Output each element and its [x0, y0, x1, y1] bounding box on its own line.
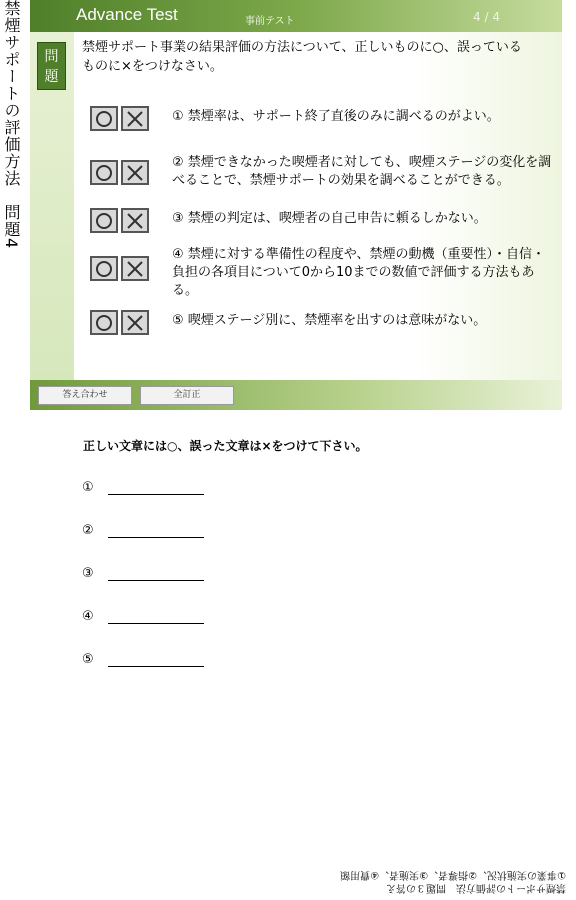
answer-number: ④ — [82, 609, 94, 624]
header-bar — [30, 0, 562, 32]
answer-line — [82, 523, 212, 543]
cross-button[interactable] — [121, 208, 149, 233]
circle-icon — [95, 260, 113, 278]
circle-icon — [95, 212, 113, 230]
page-indicator: 4 / 4 — [473, 10, 500, 24]
note-line2: ①事業の実施状況、②指導者、③実施者、④費用額 — [340, 869, 566, 880]
header-subtitle: 事前テスト — [245, 16, 295, 27]
circle-button[interactable] — [90, 310, 118, 335]
cross-button[interactable] — [121, 310, 149, 335]
circle-icon — [95, 110, 113, 128]
side-title: 禁煙サポートの評価方法 問題4 — [2, 0, 21, 250]
check-answers-button[interactable]: 答え合わせ — [38, 386, 132, 405]
item-text: ⑤ 喫煙ステージ別に、禁煙率を出すのは意味がない。 — [172, 313, 487, 328]
item-text: ① 禁煙率は、サポート終了直後のみに調べるのがよい。 — [172, 109, 500, 124]
answer-number: ③ — [82, 566, 94, 581]
header-title: Advance Test — [76, 5, 178, 24]
answer-line — [82, 566, 212, 586]
cross-icon — [126, 110, 144, 128]
item-text: ④ 禁煙に対する準備性の程度や、禁煙の動機（重要性）・自信・負担の各項目について0から10までの数値で評価する方法もある。 — [172, 247, 546, 298]
answer-line — [82, 609, 212, 629]
answer-blank — [108, 580, 204, 581]
cross-button[interactable] — [121, 106, 149, 131]
answer-line — [82, 480, 212, 500]
answer-blank — [108, 623, 204, 624]
cross-icon — [126, 260, 144, 278]
test-panel — [30, 0, 562, 410]
upside-down-answer-note — [286, 868, 566, 894]
answer-number: ② — [82, 523, 94, 538]
circle-icon — [95, 314, 113, 332]
left-sidebar — [30, 32, 74, 380]
badge-line1: 問 — [44, 49, 59, 65]
item-text: ③ 禁煙の判定は、喫煙者の自己申告に頼るしかない。 — [172, 211, 487, 226]
question-text: 禁煙サポート事業の結果評価の方法について、正しいものに○、誤っているものに×をつけなさい。 — [82, 40, 522, 74]
circle-button[interactable] — [90, 160, 118, 185]
answer-blank — [108, 666, 204, 667]
instruction-text: 正しい文章には○、誤った文章は×をつけて下さい。 — [83, 439, 368, 453]
reset-all-button[interactable]: 全訂正 — [140, 386, 234, 405]
answer-blank — [108, 537, 204, 538]
circle-icon — [95, 164, 113, 182]
circle-button[interactable] — [90, 208, 118, 233]
cross-icon — [126, 212, 144, 230]
note-line1: 禁煙サポートの評価方法 問題３の答え — [386, 882, 566, 893]
circle-button[interactable] — [90, 106, 118, 131]
answer-number: ① — [82, 480, 94, 495]
cross-icon — [126, 314, 144, 332]
answer-blank — [108, 494, 204, 495]
answer-line — [82, 652, 212, 672]
question-badge — [37, 42, 66, 90]
question-content — [74, 32, 562, 380]
answer-number: ⑤ — [82, 652, 94, 667]
item-text: ② 禁煙できなかった喫煙者に対しても、喫煙ステージの変化を調べることで、禁煙サポートの効果を調べることができる。 — [172, 155, 552, 188]
cross-icon — [126, 164, 144, 182]
cross-button[interactable] — [121, 256, 149, 281]
cross-button[interactable] — [121, 160, 149, 185]
footer-bar — [30, 380, 562, 410]
circle-button[interactable] — [90, 256, 118, 281]
badge-line2: 題 — [44, 69, 59, 85]
